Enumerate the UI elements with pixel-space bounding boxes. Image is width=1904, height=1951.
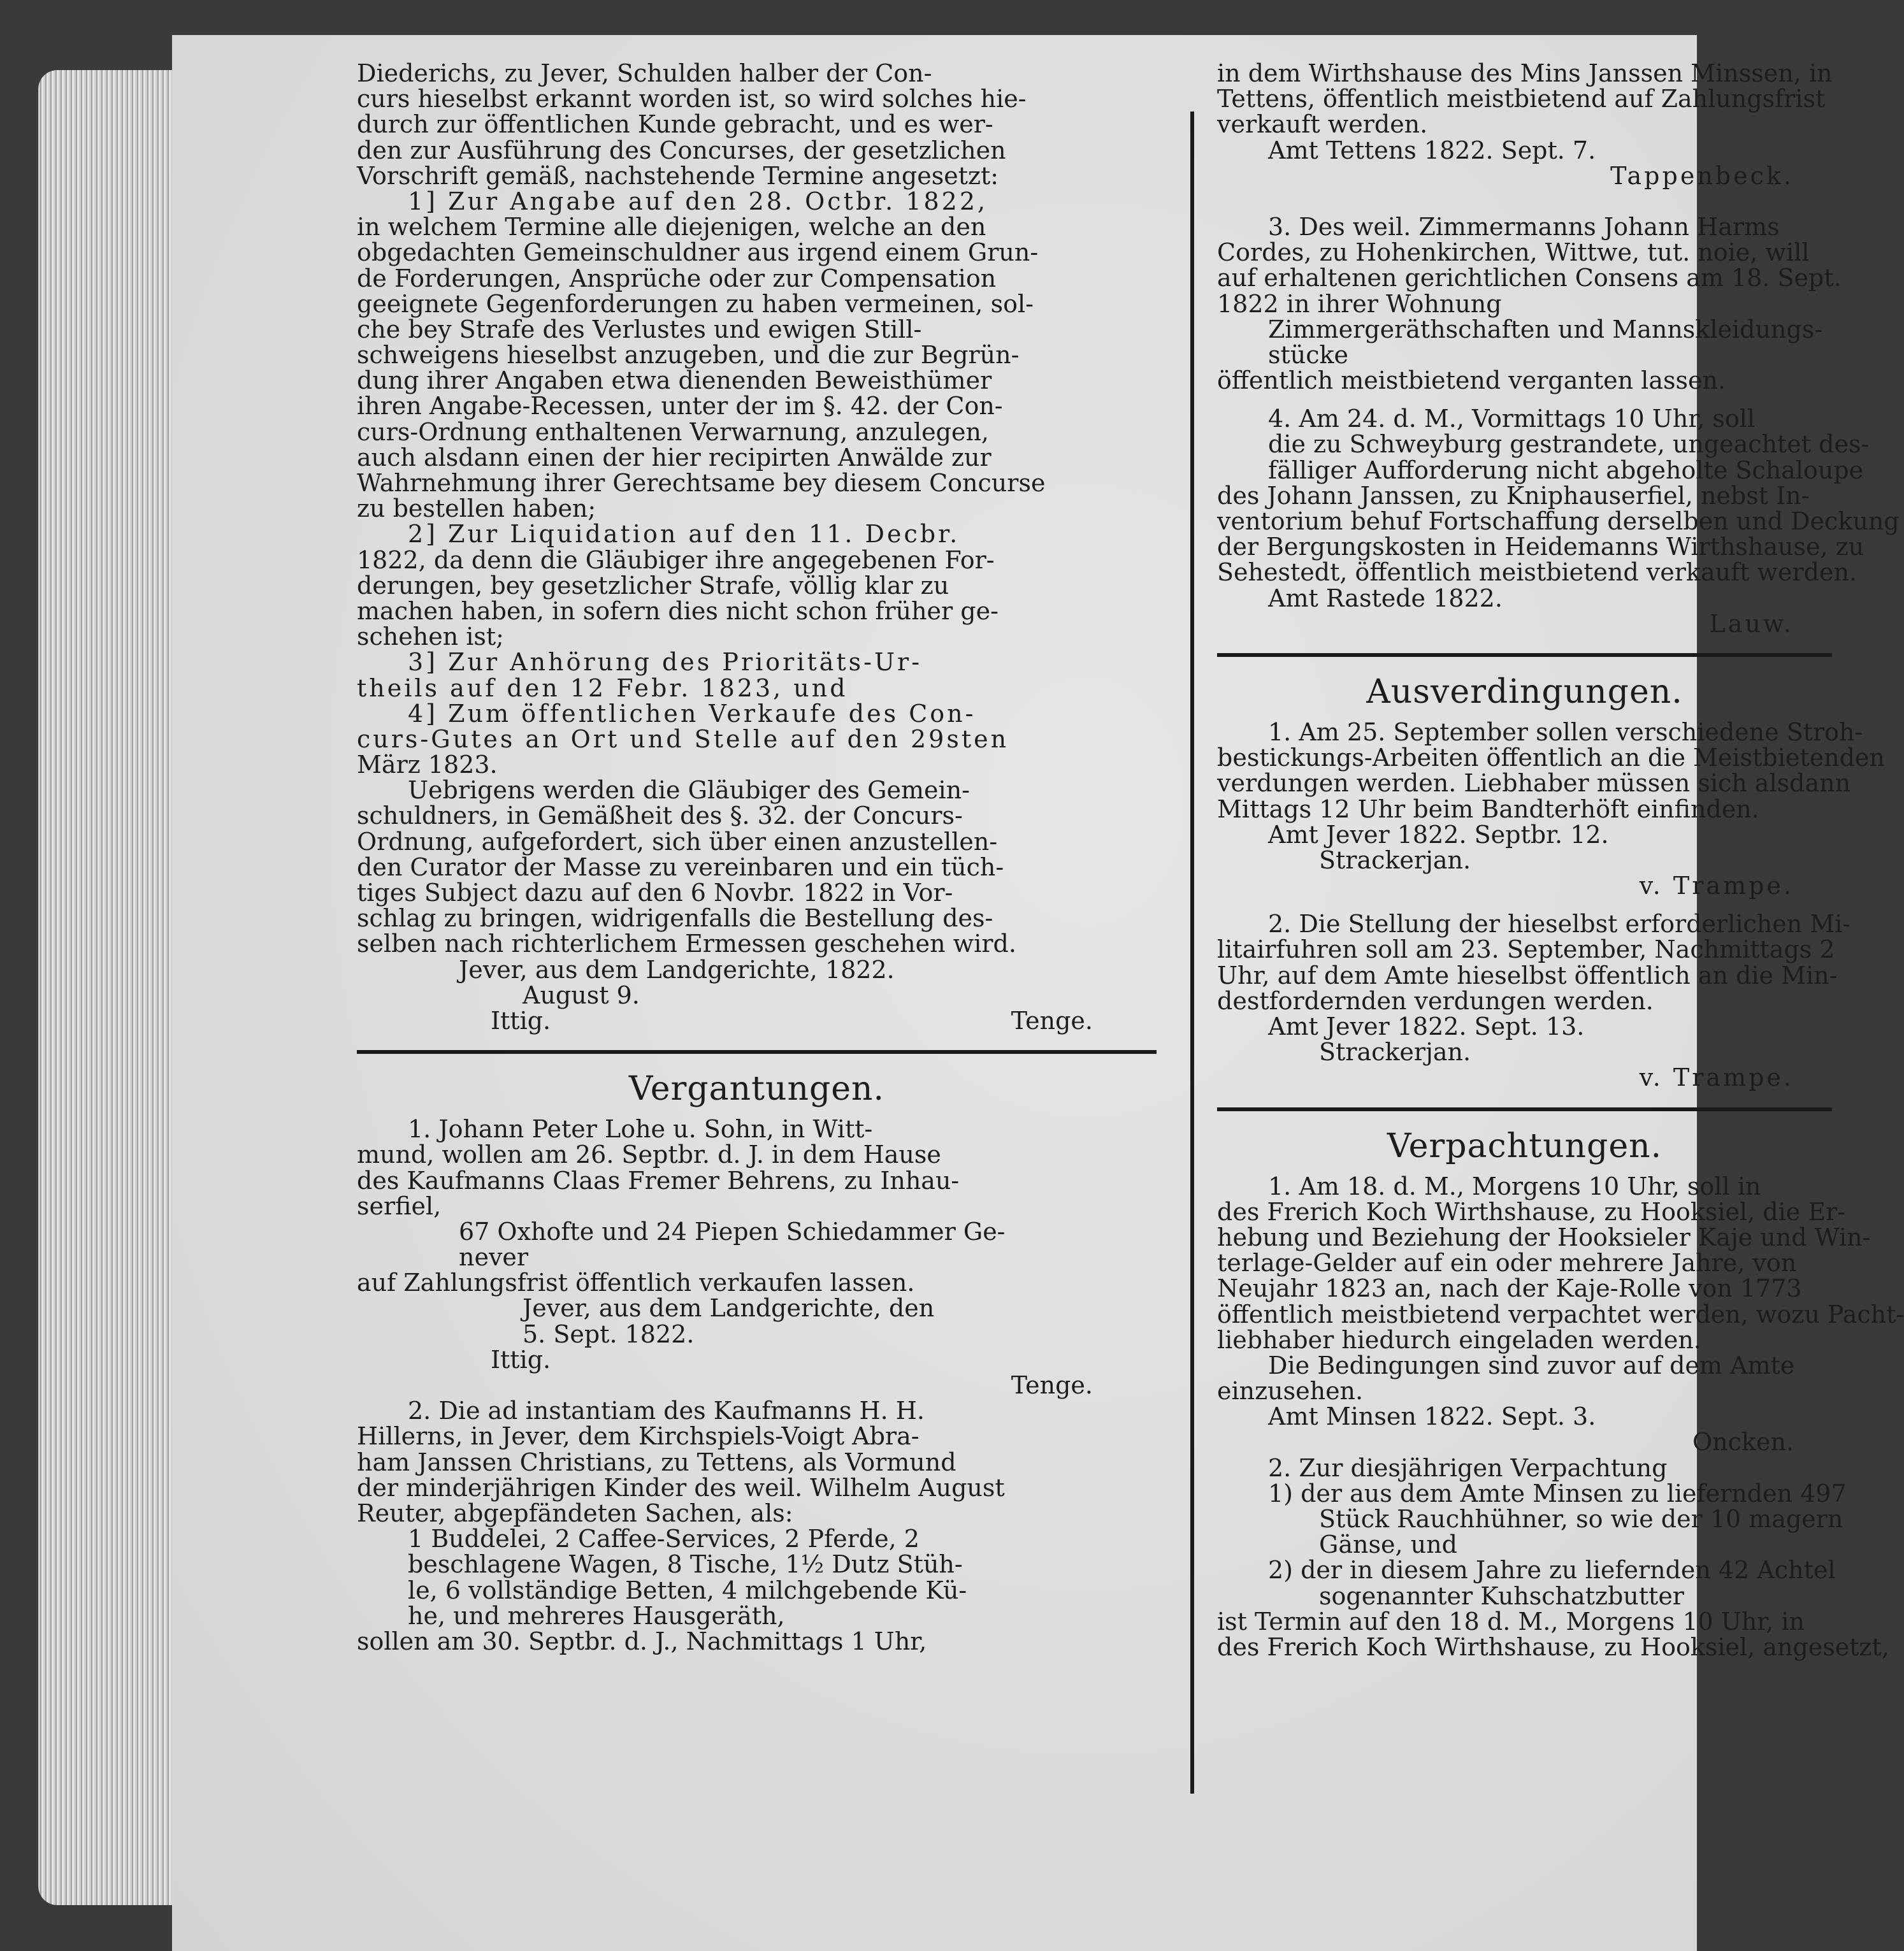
text-line: Hillerns, in Jever, dem Kirchspiels-Voigt Abra- — [357, 1422, 920, 1451]
text-line: curs hieselbst erkannt worden ist, so wird solches hie- — [357, 85, 1027, 113]
text-line: Amt Tettens 1822. Sept. 7. — [1268, 136, 1596, 164]
signature-right: v. Trampe. — [1639, 1063, 1794, 1092]
text-line: mund, wollen am 26. Septbr. d. J. in dem Hause — [357, 1141, 941, 1169]
text-line: Diederichs, zu Jever, Schulden halber der Con- — [357, 59, 932, 87]
text-line: Wahrnehmung ihrer Gerechtsame bey diesem Concurse — [357, 469, 1046, 497]
text-line: 5. Sept. 1822. — [523, 1320, 695, 1348]
text-line: Mittags 12 Uhr beim Bandterhöft einfinden. — [1217, 795, 1759, 823]
text-line: Stück Rauchhühner, so wie der 10 magern — [1319, 1505, 1843, 1533]
text-line: curs-Gutes an Ort und Stelle auf den 29sten — [357, 724, 1009, 753]
text-line: des Johann Janssen, zu Kniphauserfiel, nebst In- — [1217, 481, 1810, 510]
tettens-notice — [1217, 61, 1832, 189]
text-line: auf Zahlungsfrist öffentlich verkaufen lassen. — [357, 1269, 915, 1297]
text-line: liebhaber hiedurch eingeladen werden. — [1217, 1325, 1701, 1354]
text-line: 1) der aus dem Amte Minsen zu liefernden 497 — [1268, 1479, 1847, 1508]
signature-right: Tenge. — [1011, 1006, 1093, 1035]
text-line: 2. Zur diesjährigen Verpachtung — [1268, 1453, 1668, 1482]
text-line: durch zur öffentlichen Kunde gebracht, und es wer- — [357, 110, 993, 139]
text-line: 1] Zur Angabe auf den 28. Octbr. 1822, — [408, 187, 988, 215]
text-line: Die Bedingungen sind zuvor auf dem Amte — [1268, 1351, 1795, 1379]
text-line: 4. Am 24. d. M., Vormittags 10 Uhr, soll — [1268, 405, 1756, 433]
text-line: 2. Die Stellung der hieselbst erforderlichen Mi- — [1268, 910, 1851, 939]
text-line: zu bestellen haben; — [357, 494, 596, 523]
text-line: Sehestedt, öffentlich meistbietend verkauft werden. — [1217, 558, 1857, 587]
text-line: die zu Schweyburg gestrandete, ungeachtet des- — [1268, 430, 1870, 459]
text-line: serfiel, — [357, 1191, 442, 1220]
signature-row — [357, 1008, 1157, 1033]
text-line: curs-Ordnung enthaltenen Verwarnung, anzulegen, — [357, 417, 990, 446]
text-line: ham Janssen Christians, zu Tettens, als Vormund — [357, 1448, 956, 1476]
text-line: destfordernden verdungen werden. — [1217, 986, 1654, 1015]
text-line: in welchem Termine alle diejenigen, welche an den — [357, 213, 986, 241]
text-line: ventorium behuf Fortschaffung derselben und Deckung — [1217, 507, 1900, 535]
text-line: geeignete Gegenforderungen zu haben vermeinen, sol- — [357, 289, 1034, 318]
text-line: des Frerich Koch Wirthshause, zu Hooksiel, die Er- — [1217, 1197, 1846, 1226]
item-3 — [1217, 212, 1842, 395]
text-line: tiges Subject dazu auf den 6 Novbr. 1822 in Vor- — [357, 879, 953, 907]
text-line: 1. Am 18. d. M., Morgens 10 Uhr, soll in — [1268, 1172, 1761, 1200]
signature-left: Strackerjan. — [1319, 1038, 1471, 1067]
text-line: dung ihrer Angaben etwa dienenden Beweisthümer — [357, 366, 992, 395]
text-line: ihren Angabe-Recessen, unter der im §. 42. der Con- — [357, 392, 1003, 421]
signature: Lauw. — [1709, 609, 1794, 638]
text-line: Vorschrift gemäß, nachstehende Termine angesetzt: — [357, 161, 999, 190]
text-line: Uhr, auf dem Amte hieselbst öffentlich an die Min- — [1217, 961, 1838, 990]
text-line: August 9. — [523, 981, 640, 1009]
text-line: öffentlich meistbietend verganten lassen. — [1217, 366, 1726, 395]
text-line: de Forderungen, Ansprüche oder zur Compensation — [357, 264, 997, 292]
text-line: 1822, da denn die Gläubiger ihre angegebenen For- — [357, 545, 995, 574]
text-line: 2] Zur Liquidation auf den 11. Decbr. — [408, 520, 960, 549]
section-rule — [1217, 1107, 1832, 1111]
section-rule — [357, 1050, 1157, 1054]
text-line: he, und mehreres Hausgeräth, — [408, 1601, 785, 1630]
ausverdingungen-section — [1217, 671, 1885, 1092]
text-line: 1. Johann Peter Lohe u. Sohn, in Witt- — [408, 1115, 873, 1144]
text-line: der Bergungskosten in Heidemanns Wirthshause, zu — [1217, 533, 1864, 561]
text-line: derungen, bey gesetzlicher Strafe, völlig klar zu — [357, 571, 949, 600]
text-line: hebung und Beziehung der Hooksieler Kaje und Win- — [1217, 1223, 1871, 1251]
text-line: Cordes, zu Hohenkirchen, Wittwe, tut. noie, will — [1217, 238, 1810, 267]
text-line: 3] Zur Anhörung des Prioritäts-Ur- — [408, 648, 923, 677]
text-line: terlage-Gelder auf ein oder mehrere Jahre, von — [1217, 1249, 1797, 1278]
text-line: einzusehen. — [1217, 1377, 1364, 1406]
text-line: stücke — [1268, 340, 1349, 369]
text-line: Gänse, und — [1319, 1530, 1457, 1559]
text-line: des Kaufmanns Claas Fremer Behrens, zu Inhau- — [357, 1166, 960, 1195]
signature-row — [357, 1347, 1157, 1372]
text-line: Tettens, öffentlich meistbietend auf Zahlungsfrist — [1217, 85, 1826, 113]
text-line: 1. Am 25. September sollen verschiedene Stroh- — [1268, 717, 1863, 746]
text-line: schlag zu bringen, widrigenfalls die Bestellung des- — [357, 904, 993, 933]
concurs-notice — [357, 61, 1157, 1033]
text-line: sollen am 30. Septbr. d. J., Nachmittags 1 Uhr, — [357, 1627, 927, 1655]
text-line: schehen ist; — [357, 623, 504, 651]
text-line: verkauft werden. — [1217, 110, 1428, 139]
text-line: Neujahr 1823 an, nach der Kaje-Rolle von 1773 — [1217, 1274, 1802, 1303]
text-line: 1822 in ihrer Wohnung — [1217, 289, 1502, 318]
text-line: fälliger Aufforderung nicht abgeholte Schaloupe — [1268, 456, 1864, 484]
text-line: 1 Buddelei, 2 Caffee-Services, 2 Pferde, 2 — [408, 1525, 920, 1553]
section-heading: Verpachtungen. — [1387, 1127, 1662, 1165]
text-line: bestickungs-Arbeiten öffentlich an die Meistbietenden — [1217, 744, 1885, 772]
signature-left: Ittig. — [491, 1006, 551, 1035]
text-line: in dem Wirthshause des Mins Janssen Minssen, in — [1217, 59, 1833, 87]
signature: Oncken. — [1692, 1428, 1794, 1457]
text-line: 3. Des weil. Zimmermanns Johann Harms — [1268, 212, 1780, 241]
text-line: litairfuhren soll am 23. September, Nachmittags 2 — [1217, 935, 1835, 964]
text-line: schuldners, in Gemäßheit des §. 32. der Concurs- — [357, 802, 963, 830]
text-line: Amt Minsen 1822. Sept. 3. — [1268, 1402, 1596, 1431]
text-line: machen haben, in sofern dies nicht schon früher ge- — [357, 596, 999, 625]
text-line: ist Termin auf den 18 d. M., Morgens 10 Uhr, in — [1217, 1607, 1805, 1636]
text-line: 4] Zum öffentlichen Verkaufe des Con- — [408, 699, 976, 728]
section-rule — [1217, 653, 1832, 657]
signature-right: v. Trampe. — [1639, 872, 1794, 900]
text-line: Ordnung, aufgefordert, sich über einen anzustellen- — [357, 827, 998, 856]
text-line: Zimmergeräthschaften und Mannskleidungs- — [1268, 315, 1823, 343]
text-line: obgedachten Gemeinschuldner aus irgend einem Grun- — [357, 238, 1039, 267]
text-line: Amt Jever 1822. Septbr. 12. — [1268, 820, 1609, 849]
text-line: theils auf den 12 Febr. 1823, und — [357, 673, 848, 702]
text-line: Reuter, abgepfändeten Sachen, als: — [357, 1499, 793, 1527]
text-line: 2) der in diesem Jahre zu liefernden 42 Achtel — [1268, 1556, 1836, 1585]
text-line: le, 6 vollständige Betten, 4 milchgebende Kü- — [408, 1576, 967, 1604]
item-4 — [1217, 405, 1900, 638]
text-line: sogenannter Kuhschatzbutter — [1319, 1581, 1684, 1610]
section-heading: Ausverdingungen. — [1366, 672, 1683, 711]
verpachtungen-section — [1217, 1125, 1904, 1661]
right-column — [1217, 59, 1904, 1661]
text-line: Jever, aus dem Landgerichte, den — [523, 1294, 935, 1323]
text-line: auf erhaltenen gerichtlichen Consens am 18. Sept. — [1217, 264, 1842, 292]
text-line: 67 Oxhofte und 24 Piepen Schiedammer Ge- — [459, 1217, 1006, 1246]
text-line: che bey Strafe des Verlustes und ewigen Still- — [357, 315, 922, 343]
signature-left: Strackerjan. — [1319, 846, 1471, 874]
text-line: verdungen werden. Liebhaber müssen sich alsdann — [1217, 769, 1851, 798]
text-line: never — [459, 1243, 529, 1272]
column-divider — [1190, 112, 1194, 1794]
text-line: 2. Die ad instantiam des Kaufmanns H. H. — [408, 1397, 925, 1425]
text-line: März 1823. — [357, 751, 498, 779]
text-line: den zur Ausführung des Concurses, der gesetzlichen — [357, 136, 1006, 164]
book-page-edges — [38, 70, 185, 1905]
text-line: der minderjährigen Kinder des weil. Wilhelm August — [357, 1473, 1005, 1502]
vergantungen-section — [357, 1068, 1157, 1654]
section-heading: Vergantungen. — [628, 1070, 885, 1109]
left-column — [357, 61, 1157, 1654]
text-line: Amt Rastede 1822. — [1268, 584, 1503, 612]
document-page — [172, 35, 1904, 1951]
text-line: Uebrigens werden die Gläubiger des Gemein- — [408, 776, 970, 805]
text-line: auch alsdann einen der hier recipirten Anwälde zur — [357, 443, 992, 472]
signature-left: Ittig. — [491, 1345, 551, 1374]
text-line: öffentlich meistbietend verpachtet werden, wozu Pacht- — [1217, 1300, 1904, 1328]
signature: Tappenbeck. — [1610, 161, 1794, 190]
text-line: beschlagene Wagen, 8 Tische, 1½ Dutz Stüh- — [408, 1550, 963, 1579]
signature-right: Tenge. — [1011, 1371, 1093, 1399]
text-line: schweigens hieselbst anzugeben, und die zur Begrün- — [357, 341, 1020, 370]
text-line: den Curator der Masse zu vereinbaren und ein tüch- — [357, 853, 1004, 881]
text-line: Amt Jever 1822. Sept. 13. — [1268, 1012, 1585, 1040]
text-line: des Frerich Koch Wirthshause, zu Hooksiel, angesetzt, — [1217, 1632, 1889, 1661]
signature-row — [357, 1372, 1157, 1398]
text-line: Jever, aus dem Landgerichte, 1822. — [459, 955, 895, 984]
text-line: selben nach richterlichem Ermessen geschehen wird. — [357, 930, 1016, 958]
